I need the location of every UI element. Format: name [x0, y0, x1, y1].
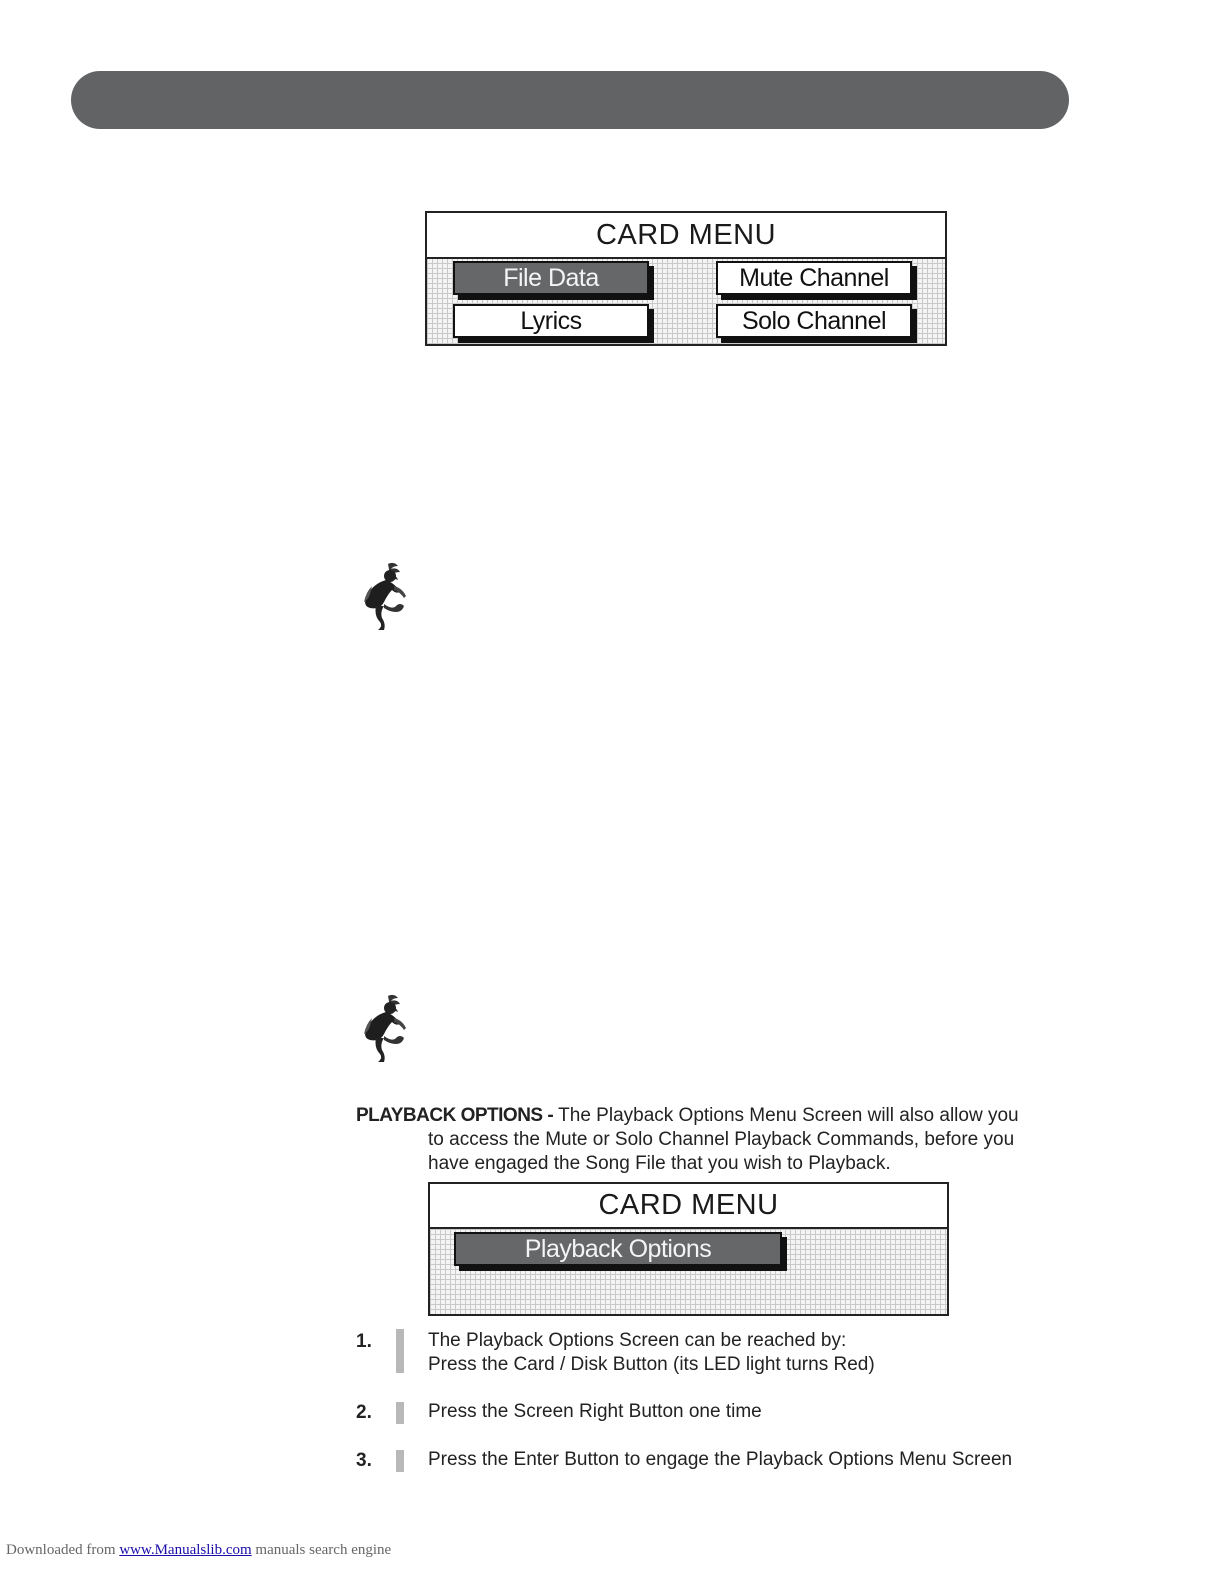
playback-options-paragraph [356, 1104, 1056, 1176]
paragraph-line: The Playback Options Menu Screen will also allow you [558, 1105, 1019, 1126]
step-number: 2. [356, 1402, 372, 1423]
step-marker [396, 1402, 404, 1424]
lcd-title: CARD MENU [427, 213, 945, 259]
footer-suffix: manuals search engine [255, 1542, 392, 1558]
step-number: 1. [356, 1331, 372, 1352]
kokopelli-icon [360, 560, 412, 632]
card-menu-screen-bottom [428, 1182, 949, 1316]
step-line: Press the Card / Disk Button (its LED light turns Red) [428, 1354, 875, 1375]
footer-prefix: Downloaded from [6, 1542, 116, 1558]
file-data-button[interactable]: File Data [453, 261, 649, 295]
card-menu-screen-top [425, 211, 947, 346]
paragraph-line: to access the Mute or Solo Channel Playback Commands, before you [428, 1129, 1015, 1150]
paragraph-line: have engaged the Song File that you wish to Playback. [428, 1153, 891, 1174]
step-text: Press the Screen Right Button one time [428, 1401, 762, 1422]
lyrics-button[interactable]: Lyrics [453, 304, 649, 338]
footer [6, 1542, 391, 1559]
playback-options-button[interactable]: Playback Options [454, 1232, 782, 1266]
step-text: Press the Enter Button to engage the Playback Options Menu Screen [428, 1449, 1013, 1470]
page-header-bar [71, 71, 1069, 129]
lcd-title: CARD MENU [430, 1184, 947, 1229]
step-marker [396, 1450, 404, 1472]
step-marker [396, 1329, 404, 1373]
playback-options-heading: PLAYBACK OPTIONS - [356, 1105, 554, 1126]
kokopelli-icon [360, 992, 412, 1064]
mute-channel-button[interactable]: Mute Channel [716, 261, 912, 295]
solo-channel-button[interactable]: Solo Channel [716, 304, 912, 338]
step-text [428, 1329, 875, 1377]
step-line: The Playback Options Screen can be reached by: [428, 1330, 847, 1351]
manualslib-link[interactable]: www.Manualslib.com [119, 1542, 252, 1558]
step-number: 3. [356, 1450, 372, 1471]
